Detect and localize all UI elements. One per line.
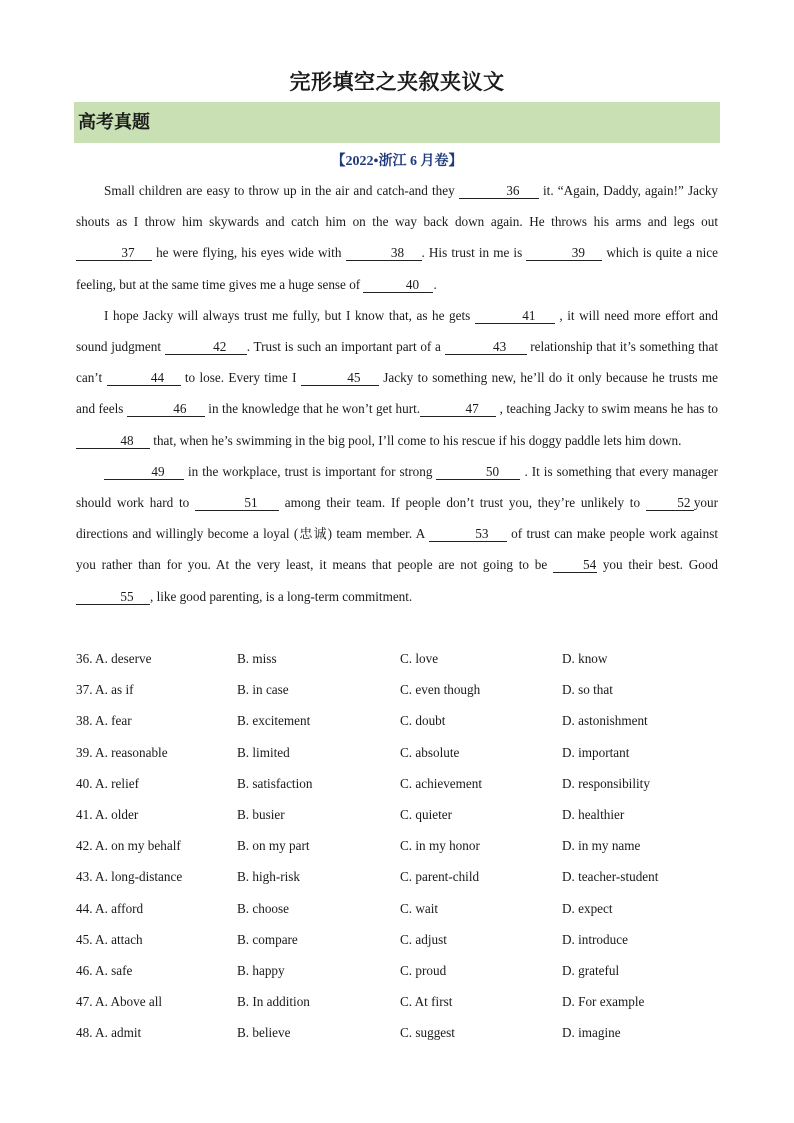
page-title: 完形填空之夹叙夹议文: [289, 70, 505, 94]
answer-options: [76, 643, 718, 1048]
text: .: [433, 276, 437, 292]
blank-40: 40: [363, 278, 433, 293]
paragraph-1: [76, 175, 718, 300]
blank-50: 50: [436, 465, 520, 480]
option-b: B. choose: [237, 900, 290, 916]
option-row-46: [76, 955, 718, 986]
paragraph-3: [76, 456, 718, 612]
text: in the knowledge that he won’t get hurt.: [204, 401, 421, 417]
text: relationship that it’s something that can’t: [76, 339, 718, 386]
text: among their team. If people don’t trust you, they’re unlikely to: [278, 495, 646, 511]
option-row-47: [76, 986, 718, 1017]
text: Jacky to something new, he’ll do it only because he trusts me and feels: [76, 370, 718, 417]
passage: [76, 175, 718, 612]
option-a: 43. A. long-distance: [76, 869, 183, 885]
option-d: D. teacher-student: [562, 869, 659, 885]
text: , teaching Jacky to swim means he has to: [496, 401, 718, 417]
option-c: C. achievement: [400, 775, 483, 791]
option-a: 47. A. Above all: [76, 994, 163, 1010]
option-b: B. satisfaction: [237, 775, 313, 791]
blank-42: 42: [165, 340, 247, 355]
option-d: D. grateful: [562, 962, 620, 978]
blank-37: 37: [76, 246, 152, 261]
option-c: C. love: [400, 651, 439, 666]
text: of trust can make people work against you rather than for you. At the very least, it means that people are not going to be: [76, 526, 718, 573]
option-row-44: [76, 893, 718, 924]
option-a: 36. A. deserve: [76, 651, 152, 666]
option-b: B. In addition: [237, 994, 310, 1010]
blank-54: 54: [553, 558, 597, 573]
option-c: C. quieter: [400, 806, 453, 822]
option-row-37: [76, 674, 718, 705]
option-b: B. miss: [237, 651, 277, 666]
text: I hope Jacky will always trust me fully, but I know that, as he gets: [104, 307, 475, 323]
option-d: D. important: [562, 744, 630, 760]
blank-49: 49: [104, 465, 184, 480]
option-d: D. healthier: [562, 806, 625, 822]
blank-36: 36: [459, 184, 539, 199]
option-row-39: [76, 737, 718, 768]
option-a: 37. A. as if: [76, 682, 134, 698]
option-a: 41. A. older: [76, 806, 139, 822]
option-row-42: [76, 830, 718, 861]
option-c: C. doubt: [400, 713, 446, 729]
option-b: B. excitement: [237, 713, 311, 729]
section-banner: 高考真题: [74, 102, 720, 143]
text: he were flying, his eyes wide with: [152, 245, 346, 261]
option-a: 38. A. fear: [76, 713, 132, 729]
option-d: D. For example: [562, 994, 645, 1010]
option-row-48: [76, 1017, 718, 1048]
option-b: B. busier: [237, 806, 285, 822]
blank-38: 38: [346, 246, 422, 261]
blank-47: 47: [420, 402, 496, 417]
blank-48: 48: [76, 434, 150, 449]
text: you their best. Good: [597, 557, 719, 573]
option-row-40: [76, 768, 718, 799]
option-c: C. wait: [400, 900, 439, 916]
text: which is quite a nice feeling, but at the same time gives me a huge sense of: [76, 245, 718, 292]
blank-43: 43: [445, 340, 527, 355]
option-c: C. adjust: [400, 931, 447, 947]
option-a: 44. A. afford: [76, 900, 144, 916]
option-a: 39. A. reasonable: [76, 744, 168, 760]
exam-source: 【2022•浙江 6 月卷】: [331, 154, 463, 169]
blank-39: 39: [526, 246, 602, 261]
blank-41: 41: [475, 309, 555, 324]
option-c: C. absolute: [400, 744, 460, 760]
blank-45: 45: [301, 371, 379, 386]
text: . Trust is such an important part of a: [246, 339, 445, 355]
option-b: B. limited: [237, 744, 290, 760]
option-a: 48. A. admit: [76, 1025, 142, 1041]
option-row-38: [76, 705, 718, 736]
text: . His trust in me is: [421, 245, 527, 261]
option-d: D. responsibility: [562, 775, 650, 791]
text: it. “Again, Daddy, again!” Jacky shouts as I throw him skywards and catch him on the way back down again. He throws his arms and legs out: [76, 183, 719, 230]
text: , like good parenting, is a long-term commitment.: [150, 588, 413, 604]
text: . It is something that every manager should work hard to: [76, 463, 718, 511]
text: that, when he’s swimming in the big pool, I’ll come to his rescue if his doggy paddle lets him down.: [150, 432, 682, 448]
blank-51: 51: [195, 496, 279, 511]
option-a: 45. A. attach: [76, 931, 143, 947]
text: Small children are easy to throw up in the air and catch-and they: [104, 183, 459, 198]
option-d: D. in my name: [562, 838, 641, 854]
option-row-36: [76, 643, 718, 674]
option-b: B. happy: [237, 962, 285, 978]
option-d: D. know: [562, 651, 608, 666]
option-b: B. compare: [237, 931, 298, 947]
paragraph-2: [76, 300, 718, 456]
text: to lose. Every time I: [180, 370, 301, 386]
text: in the workplace, trust is important for strong: [184, 463, 437, 479]
option-c: C. proud: [400, 962, 447, 978]
option-c: C. parent-child: [400, 869, 480, 885]
text: , it will need more effort and sound judgment: [76, 307, 719, 355]
option-b: B. believe: [237, 1025, 291, 1041]
option-a: 42. A. on my behalf: [76, 838, 181, 854]
blank-55: 55: [76, 590, 150, 605]
option-b: B. high-risk: [237, 869, 301, 885]
blank-53: 53: [429, 527, 507, 542]
option-d: D. introduce: [562, 931, 628, 947]
option-row-41: [76, 799, 718, 830]
option-d: D. expect: [562, 900, 613, 916]
option-c: C. in my honor: [400, 838, 480, 854]
option-d: D. so that: [562, 682, 613, 698]
option-c: C. suggest: [400, 1025, 455, 1041]
option-row-43: [76, 861, 718, 892]
option-a: 40. A. relief: [76, 775, 139, 791]
option-a: 46. A. safe: [76, 962, 133, 978]
blank-44: 44: [107, 371, 181, 386]
option-c: C. At first: [400, 994, 453, 1010]
option-d: D. astonishment: [562, 713, 648, 729]
option-b: B. on my part: [237, 838, 310, 854]
option-d: D. imagine: [562, 1025, 621, 1041]
option-b: B. in case: [237, 682, 289, 698]
text: your directions and willingly become a loyal (忠诚) team member. A: [76, 495, 719, 542]
blank-46: 46: [127, 402, 205, 417]
blank-52: 52: [646, 496, 694, 511]
option-row-45: [76, 924, 718, 955]
option-c: C. even though: [400, 682, 481, 698]
